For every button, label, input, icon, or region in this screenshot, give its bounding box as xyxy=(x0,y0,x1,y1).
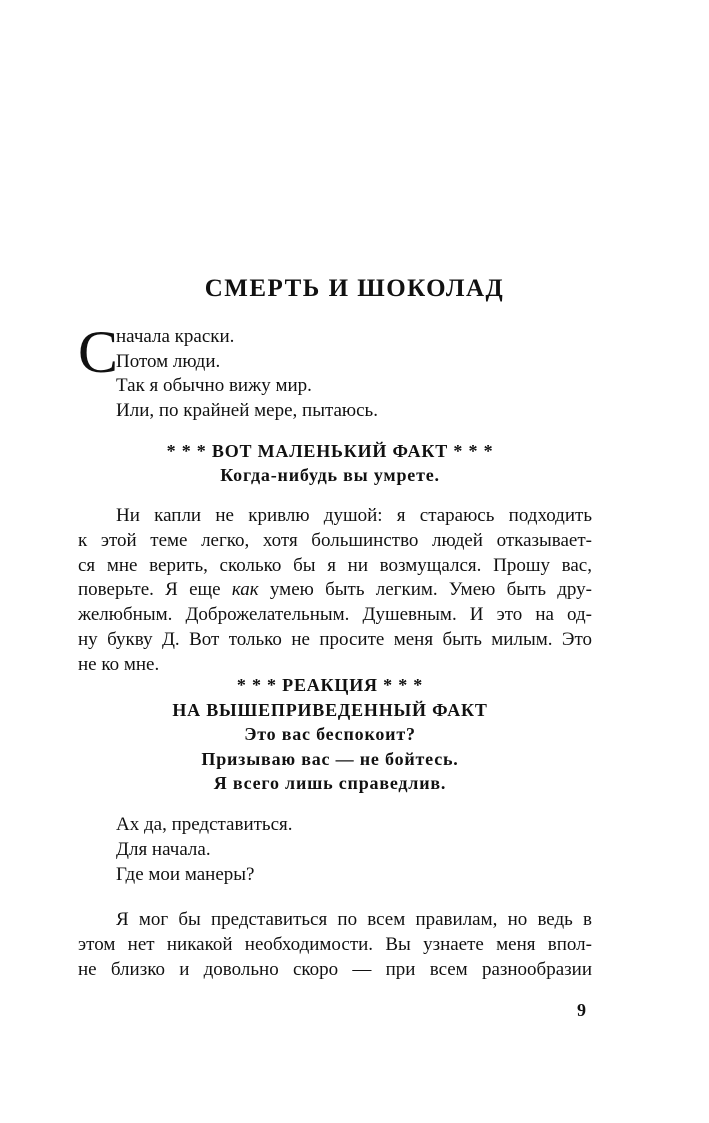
opening-line: Потом люди. xyxy=(116,350,221,372)
text-segment: умею быть легким. Умею быть дру- xyxy=(258,579,593,601)
paragraph-line: этом нет никакой необходимости. Вы узнаете меня впол- xyxy=(78,934,592,955)
paragraph xyxy=(78,907,592,982)
intro-line: Ах да, представиться. xyxy=(116,814,293,835)
reaction-subheading: НА ВЫШЕПРИВЕДЕННЫЙ ФАКТ xyxy=(172,699,488,720)
fact-block xyxy=(0,439,660,487)
paragraph-line: не ко мне. xyxy=(78,653,160,675)
fact-text: Когда-нибудь вы умрете. xyxy=(220,465,440,485)
paragraph-line: Я мог бы представиться по всем правилам, но ведь в xyxy=(116,909,592,930)
opening-lines xyxy=(78,319,598,423)
fact-heading: * * * ВОТ МАЛЕНЬКИЙ ФАКТ * * * xyxy=(166,441,494,461)
opening-line: Или, по крайней мере, пытаюсь. xyxy=(116,399,378,421)
reaction-line: Призываю вас — не бойтесь. xyxy=(201,748,459,769)
paragraph-line: ну букву Д. Вот только не просите меня быть милым. Это xyxy=(78,628,592,650)
reaction-line: Я всего лишь справедлив. xyxy=(213,773,447,793)
paragraph-line: к этой теме легко, хотя большинство людей отказывает- xyxy=(78,529,592,551)
intro-line: Для начала. xyxy=(116,839,211,860)
paragraph xyxy=(78,504,592,678)
paragraph-line: не близко и довольно скоро — при всем разнообразии xyxy=(78,959,592,980)
italic-word: как xyxy=(231,579,259,601)
paragraph-line: Ни капли не кривлю душой: я стараюсь подходить xyxy=(116,505,592,526)
chapter-title: СМЕРТЬ И ШОКОЛАД xyxy=(204,275,505,302)
reaction-heading: * * * РЕАКЦИЯ * * * xyxy=(236,675,424,695)
reaction-block xyxy=(0,673,660,796)
intro-lines xyxy=(116,812,293,887)
paragraph-line: желюбным. Доброжелательным. Душевным. И это на од- xyxy=(78,604,592,626)
intro-line: Где мои манеры? xyxy=(116,864,255,885)
drop-cap: С xyxy=(78,319,119,385)
paragraph-line: ся мне верить, сколько бы я ни возмущался. Прошу вас, xyxy=(78,554,592,576)
paragraph-line xyxy=(78,578,592,603)
reaction-line: Это вас беспокоит? xyxy=(244,724,416,744)
opening-line: Так я обычно вижу мир. xyxy=(116,375,312,396)
page-number: 9 xyxy=(577,1000,586,1020)
text-segment: поверьте. Я еще xyxy=(78,579,232,601)
opening-line: начала краски. xyxy=(116,326,235,347)
